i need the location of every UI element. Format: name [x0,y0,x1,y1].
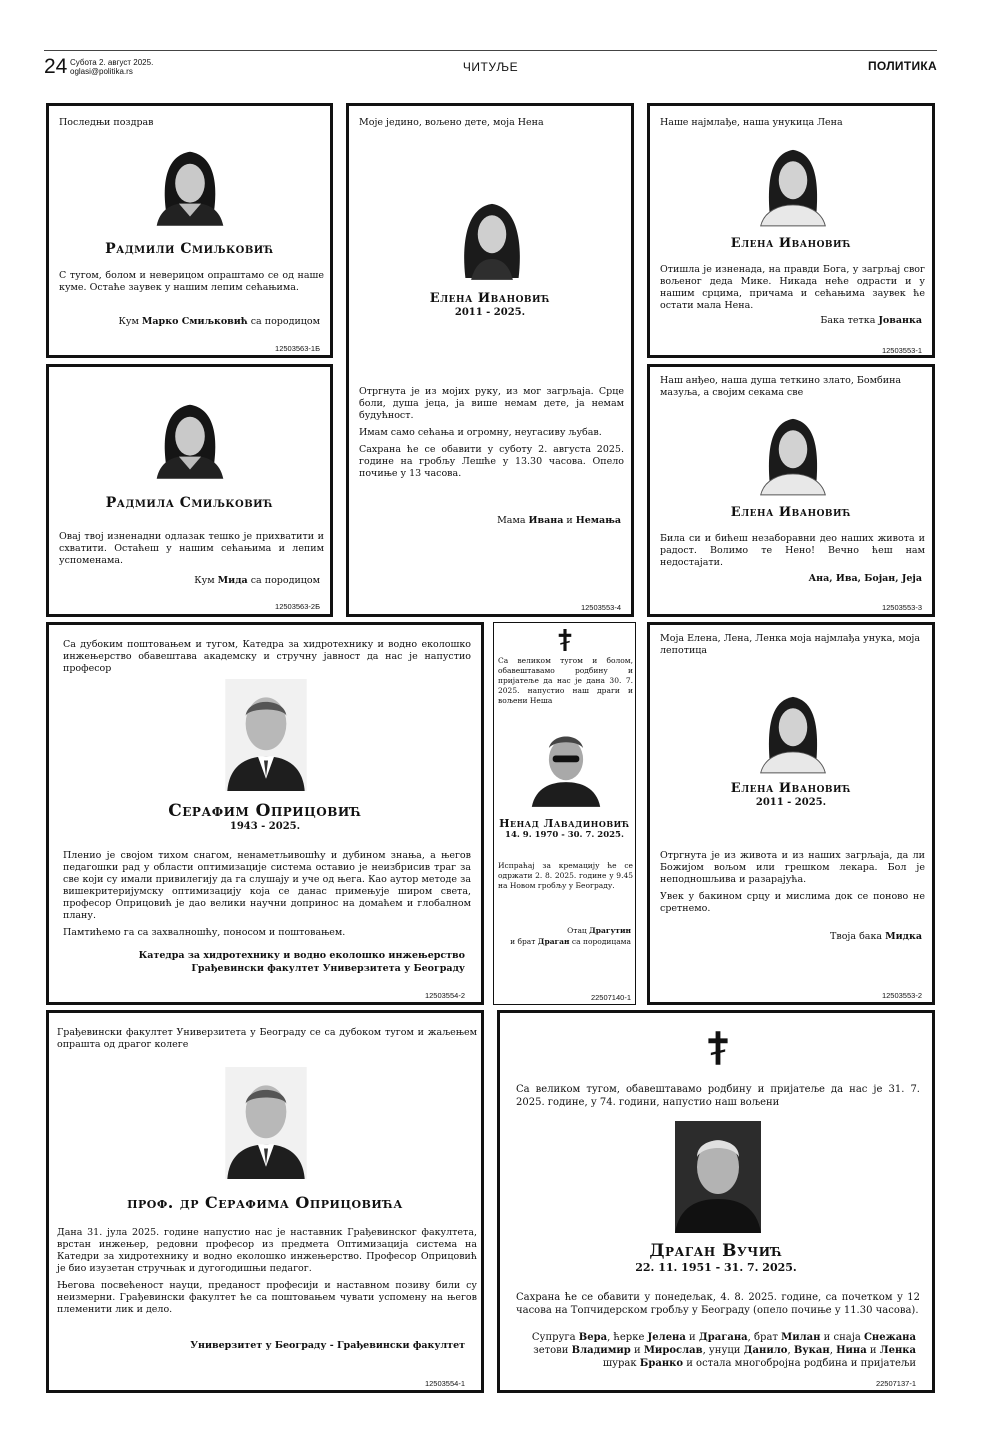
deceased-name: Елена Ивановић [730,505,852,520]
ad-code: 22507137-1 [875,1379,916,1388]
deceased-name: Радмили Смиљковић [105,241,274,257]
obituary-signature: Катедра за хидротехнику и водно еколошко инжењерство Грађевински факултет Универзитета у Београду [138,950,465,974]
portrait-photo [153,397,227,481]
obituary-text: Отишла је изненада, на правди Бога, у загрљај свог вољеног деда Мике. Никада неће одрасти и у нашим срцима, причама и сећањима заувек ће остати мала Нена. [660,264,925,311]
obituary-elena-3 [647,364,935,617]
deceased-name: Елена Ивановић [730,236,852,251]
portrait-photo [528,723,604,809]
obituary-intro: Моје једино, вољено дете, моја Нена [359,117,544,128]
section-title: ЧИТУЉЕ [462,60,519,74]
deceased-name: Радмила Смиљковић [105,495,274,511]
portrait-photo [153,144,227,228]
portrait-photo [223,679,309,791]
obituary-signature: Ана, Ива, Бојан, Јеја [808,573,922,584]
deceased-name: Драган Вучић [649,1241,783,1261]
obituary-text: Отргнута је из живота и из наших загрљаја, да ли Божијом вољом или грешком лекара. Бол је неподношљива и разарајућа. Увек у бакином срцу и мислима док се поново не сретнемо. [660,850,925,914]
obituary-signature: Супруга Вера, ћерке Јелена и Драгана, брат Милан и снаја Снежана зетови Владимир и Мирослав, унуци Данило, Вукан, Нина и Ленка шурак Бранко и остала многобројна родбина и пријатељи [531,1332,916,1369]
obituary-signature: Универзитет у Београду - Грађевински факултет [190,1340,465,1351]
life-years: 14. 9. 1970 - 30. 7. 2025. [505,830,624,840]
obituary-serafim-2 [46,1010,484,1393]
deceased-name: Елена Ивановић [730,781,852,796]
ad-code: 12503553-1 [881,346,922,355]
obituary-radmila-2 [46,364,333,617]
obituary-signature: Отац Драгутин и брат Драган са породицама [510,926,631,946]
obituary-intro: Моја Елена, Лена, Ленка моја најмлађа унука, моја лепотица [660,633,921,656]
portrait-photo [755,689,831,775]
ad-code: 12503563-1Б [275,344,320,353]
portrait-photo [675,1121,761,1233]
ad-code: 12503563-2Б [275,602,320,611]
obituary-signature: Мама Ивана и Немања [497,515,621,526]
obituary-text: Дана 31. јула 2025. године напустио нас је наставник Грађевинског факултета, врстан инжењер, редовни професор из предмета Оптимизација система на Катедри за хидротехнику и водно еколошко инжењерство. Професор Оприцовић је био изузетан стручњак и дугогодишњи педагог. Његова посвећеност науци, преданост професији и наставном позиву били су неизмерни. Грађевински факултет ће са поштовањем чувати успомену на његов племенити лик и дело. [57,1227,477,1315]
obituary-intro: Са великом тугом, обавештавамо родбину и пријатеље да нас је 31. 7. 2025. године, у 74. години, напустио наш вољени [516,1084,920,1108]
obituary-nenad [493,622,636,1005]
obituary-dragan [497,1010,935,1393]
obituary-intro: Са дубоким поштовањем и тугом, Катедра за хидротехнику и водно еколошко инжењерство обавештава академску и стручну јавност да нас је напустио професор [63,639,471,674]
ad-code: 22507140-1 [590,993,631,1002]
obituary-signature: Кум Мида са породицом [194,575,320,586]
obituary-text: Била си и бићеш незаборавни део наших живота и радост. Волимо те Нено! Вечно ћеш нам недостајати. [660,533,925,568]
deceased-name: Елена Ивановић [429,291,551,306]
obituary-text: Сахрана ће се обавити у понедељак, 4. 8. 2025. године, са почетком у 12 часова на Топчидерском гробљу у Београду (опело почиње у 11.30 часова). [516,1292,920,1316]
email-line: oglasi@politika.rs [70,67,133,76]
portrait-photo [755,411,831,497]
deceased-name: проф. др Серафима Оприцовића [127,1193,403,1212]
obituary-text: Отргнута је из мојих руку, из мог загрљаја. Срце боли, душа јеца, ја више немам дете, ја немам будућност. Имам само сећања и огромну, неугасиву љубав. Сахрана ће се обавити у суботу 2. августа 2025. године на гробљу Лешће у 13.30 часова. Опело почиње у 13 часова. [359,386,624,479]
obituary-text: Овај твој изненадни одлазак тешко је прихватити и схватити. Остаћеш у нашим сећањима и лепим успоменама. [59,531,324,566]
portrait-photo [223,1067,309,1179]
obituary-text: С тугом, болом и неверицом опраштамо се од наше куме. Остаће заувек у нашим лепим сећањима. [59,270,324,293]
portrait-photo [755,142,831,228]
obituary-serafim-1 [46,622,484,1005]
newspaper-logo: ПОЛИТИКА [867,59,937,73]
obituary-intro: Наш анђео, наша душа теткино злато, Бомбина мазуља, а својим секама све [660,375,902,398]
orthodox-cross-icon [706,1031,730,1065]
life-years: 2011 - 2025. [755,797,827,808]
life-years: 22. 11. 1951 - 31. 7. 2025. [635,1261,797,1274]
obituary-elena-4 [647,622,935,1005]
obituary-text: Пленио је својом тихом снагом, ненаметљивошћу и дубином знања, а његов педагошки рад у области оптимизације система оставио је неизбрисив траг за све који су имали привилегију да га слушају и уче од њега. Као аутор методе за вишекритеријумску оптимизацију која се данас примењује широм света, професор Оприцовић је дао велики научни допринос на домаћем и глобалном плану. Памтићемо га са захвалношћу, поносом и поштовањем. [63,850,471,938]
portrait-photo [454,196,530,282]
date-line: Субота 2. август 2025. [70,58,154,67]
obituary-elena-1 [346,103,634,617]
obituary-intro: Грађевински факултет Универзитета у Београду се са дубоком тугом и жаљењем опрашта од драгог колеге [57,1027,477,1050]
ad-code: 12503553-3 [881,603,922,612]
life-years: 1943 - 2025. [229,821,301,832]
deceased-name: Ненад Лавадиновић [499,817,630,830]
deceased-name: Серафим Оприцовић [168,801,362,821]
obituary-radmila-1 [46,103,333,358]
ad-code: 12503553-4 [580,603,621,612]
obituary-intro: Са великом тугом и болом, обавештавамо родбину и пријатеље да нас је дана 30. 7. 2025. напустио наш драги и вољени Неша [498,656,633,705]
obituary-signature: Твоја бака Мидка [830,931,922,942]
obituary-signature: Кум Марко Смиљковић са породицом [118,316,320,327]
page-number: 24 [44,55,68,78]
obituary-intro: Последњи поздрав [59,117,154,128]
life-years: 2011 - 2025. [454,307,526,318]
ad-code: 12503554-2 [424,991,465,1000]
obituary-signature: Бака тетка Јованка [820,315,922,326]
obituary-text: Испраћај за кремацију ће се одржати 2. 8. 2025. године у 9.45 на Новом гробљу у Београду. [498,861,633,890]
page-header [44,50,937,79]
orthodox-cross-icon [557,629,573,651]
obituary-intro: Наше најмлађе, наша унукица Лена [660,117,843,128]
ad-code: 12503554-1 [424,1379,465,1388]
ad-code: 12503553-2 [881,991,922,1000]
obituary-elena-2 [647,103,935,358]
